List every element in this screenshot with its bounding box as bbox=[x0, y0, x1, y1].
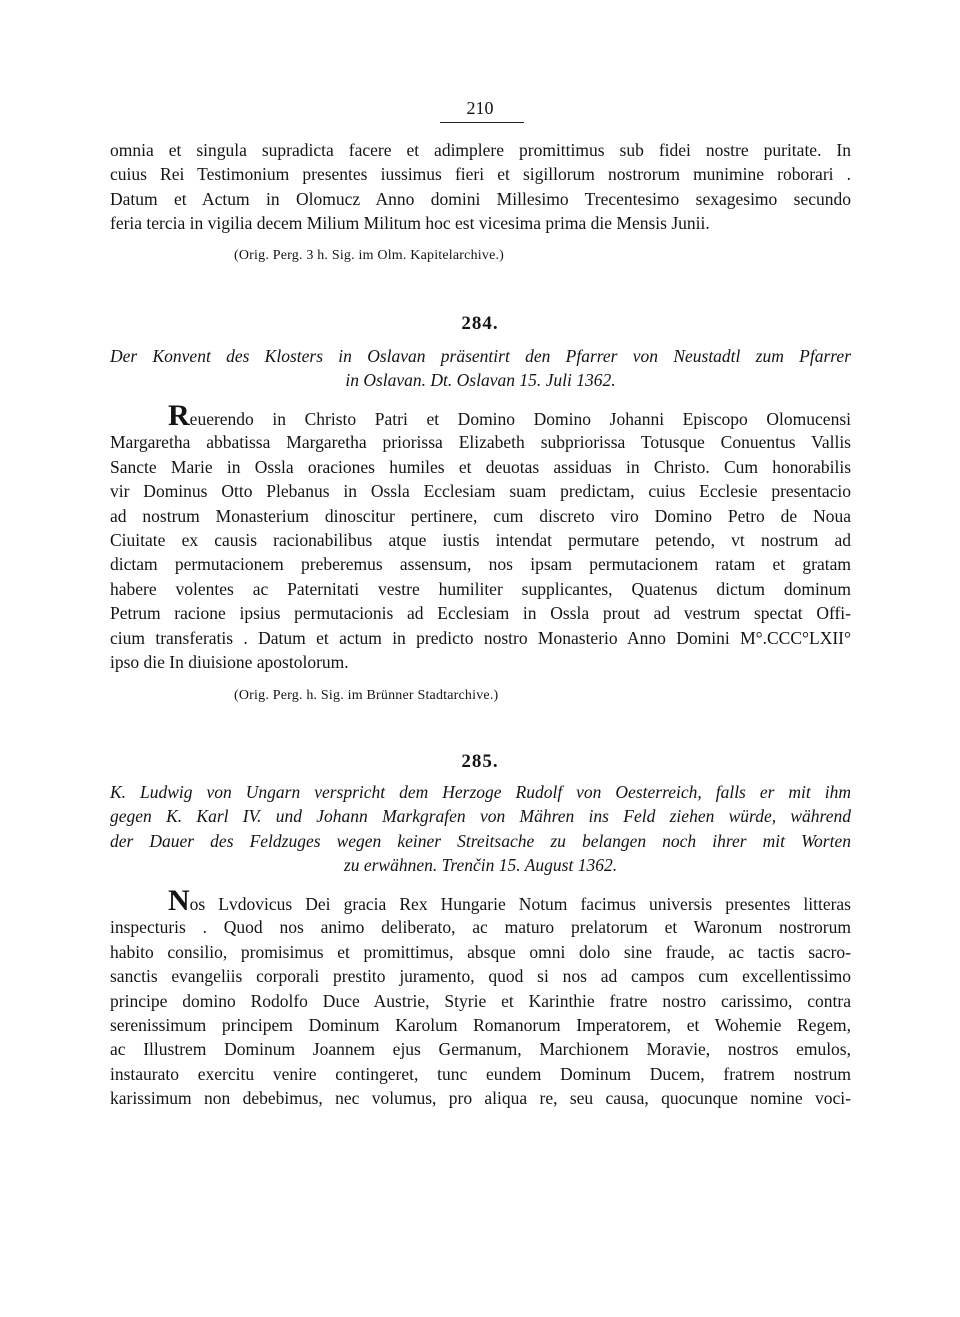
text-line: principe domino Rodolfo Duce Austrie, Styrie et Karinthie fratre nostro carissimo, contra bbox=[110, 990, 851, 1011]
title-line: Der Konvent des Klosters in Oslavan präsentirt den Pfarrer von Neustadtl zum Pfarrer bbox=[110, 346, 851, 366]
text-line: cium transferatis . Datum et actum in predicto nostro Monasterio Anno Domini M°.CCC°LXII° bbox=[110, 627, 851, 648]
first-line-text: euerendo in Christo Patri et Domino Domino Johanni Episcopo Olomucensi bbox=[189, 409, 851, 429]
document-title-284 bbox=[110, 344, 851, 393]
text-line: Ciuitate ex causis racionabilibus atque iustis intendat permutare petendo, vt nostrum ad bbox=[110, 529, 851, 550]
text-line: karissimum non debebimus, nec volumus, pro aliqua re, seu causa, quocunque nomine voci- bbox=[110, 1088, 851, 1109]
title-line: gegen K. Karl IV. und Johann Markgrafen von Mähren ins Feld ziehen würde, während bbox=[110, 806, 851, 827]
text-line: Petrum racione ipsius permutacionis ad Ecclesiam in Ossla prout ad vestrum spectat Offi- bbox=[110, 603, 851, 624]
text-line: habito consilio, promisimus et promittimus, absque omni dolo sine fraude, ac tactis sacro- bbox=[110, 941, 851, 962]
source-note: (Orig. Perg. h. Sig. im Brünner Stadtarchive.) bbox=[234, 688, 499, 703]
document-body-284 bbox=[110, 399, 851, 674]
text-line: Datum et Actum in Olomucz Anno domini Millesimo Trecentesimo sexagesimo secundo bbox=[110, 188, 851, 209]
initial-letter: N bbox=[168, 884, 190, 917]
title-line: der Dauer des Feldzuges wegen keiner Streitsache zu belangen noch ihrer mit Worten bbox=[110, 830, 851, 851]
title-line: in Oslavan. Dt. Oslavan 15. Juli 1362. bbox=[345, 370, 616, 391]
text-line: serenissimum principem Dominum Karolum Romanorum Imperatorem, et Wohemie Regem, bbox=[110, 1014, 851, 1035]
text-line: ac Illustrem Dominum Joannem ejus Germanum, Marchionem Moravie, nostros emulos, bbox=[110, 1039, 851, 1060]
text-line: Margaretha abbatissa Margaretha priorissa Elizabeth subpriorissa Totusque Conuentus Vallis bbox=[110, 432, 851, 453]
title-line: zu erwähnen. Trenčin 15. August 1362. bbox=[343, 855, 618, 876]
text-line: sanctis evangeliis corporali prestito juramento, quod si nos ad campos cum excellentissimo bbox=[110, 966, 851, 987]
text-line: Sancte Marie in Ossla oraciones humiles et deuotas assiduas in Christo. Cum honorabilis bbox=[110, 456, 851, 477]
document-number-284: 284. bbox=[461, 313, 499, 334]
continuation-text bbox=[110, 138, 851, 236]
text-line: habere volentes ac Paternitati vestre humiliter supplicantes, Quatenus dictum dominum bbox=[110, 578, 851, 599]
initial-letter: R bbox=[168, 399, 190, 432]
text-line: inspecturis . Quod nos animo deliberato, ac maturo prelatorum et Waronum nostrorum bbox=[110, 917, 851, 938]
document-body-285 bbox=[110, 884, 851, 1111]
first-line-text: os Lvdovicus Dei gracia Rex Hungarie Notum facimus universis presentes litteras bbox=[189, 894, 851, 914]
text-line: ipso die In diuisione apostolorum. bbox=[110, 651, 349, 672]
page-number-rule bbox=[440, 122, 524, 123]
source-note: (Orig. Perg. 3 h. Sig. im Olm. Kapitelarchive.) bbox=[234, 248, 505, 263]
document-number-285: 285. bbox=[461, 751, 499, 772]
text-line: dictam permutacionem preberemus assensum, nos ipsam permutacionem ratam et gratam bbox=[110, 554, 851, 575]
text-line: instaurato exercitu venire contingeret, tunc eundem Dominum Ducem, fratrem nostrum bbox=[110, 1063, 851, 1084]
text-line-first bbox=[110, 399, 851, 432]
text-line: ad nostrum Monasterium dinoscitur pertinere, cum discreto viro Domino Petro de Noua bbox=[110, 505, 851, 526]
text-line: omnia et singula supradicta facere et adimplere promittimus sub fidei nostre puritate. In bbox=[110, 140, 851, 160]
text-line: feria tercia in vigilia decem Milium Militum hoc est vicesima prima die Mensis Junii. bbox=[110, 213, 710, 234]
text-line: cuius Rei Testimonium presentes iussimus fieri et sigillorum nostrorum munimine roborari . bbox=[110, 164, 851, 185]
text-line: vir Dominus Otto Plebanus in Ossla Ecclesiam suam predictam, cuius Ecclesie presentacio bbox=[110, 481, 851, 502]
text-line-first bbox=[110, 884, 851, 917]
page-number: 210 bbox=[466, 98, 494, 118]
document-title-285 bbox=[110, 780, 851, 878]
title-line: K. Ludwig von Ungarn verspricht dem Herzoge Rudolf von Oesterreich, falls er mit ihm bbox=[110, 782, 851, 802]
